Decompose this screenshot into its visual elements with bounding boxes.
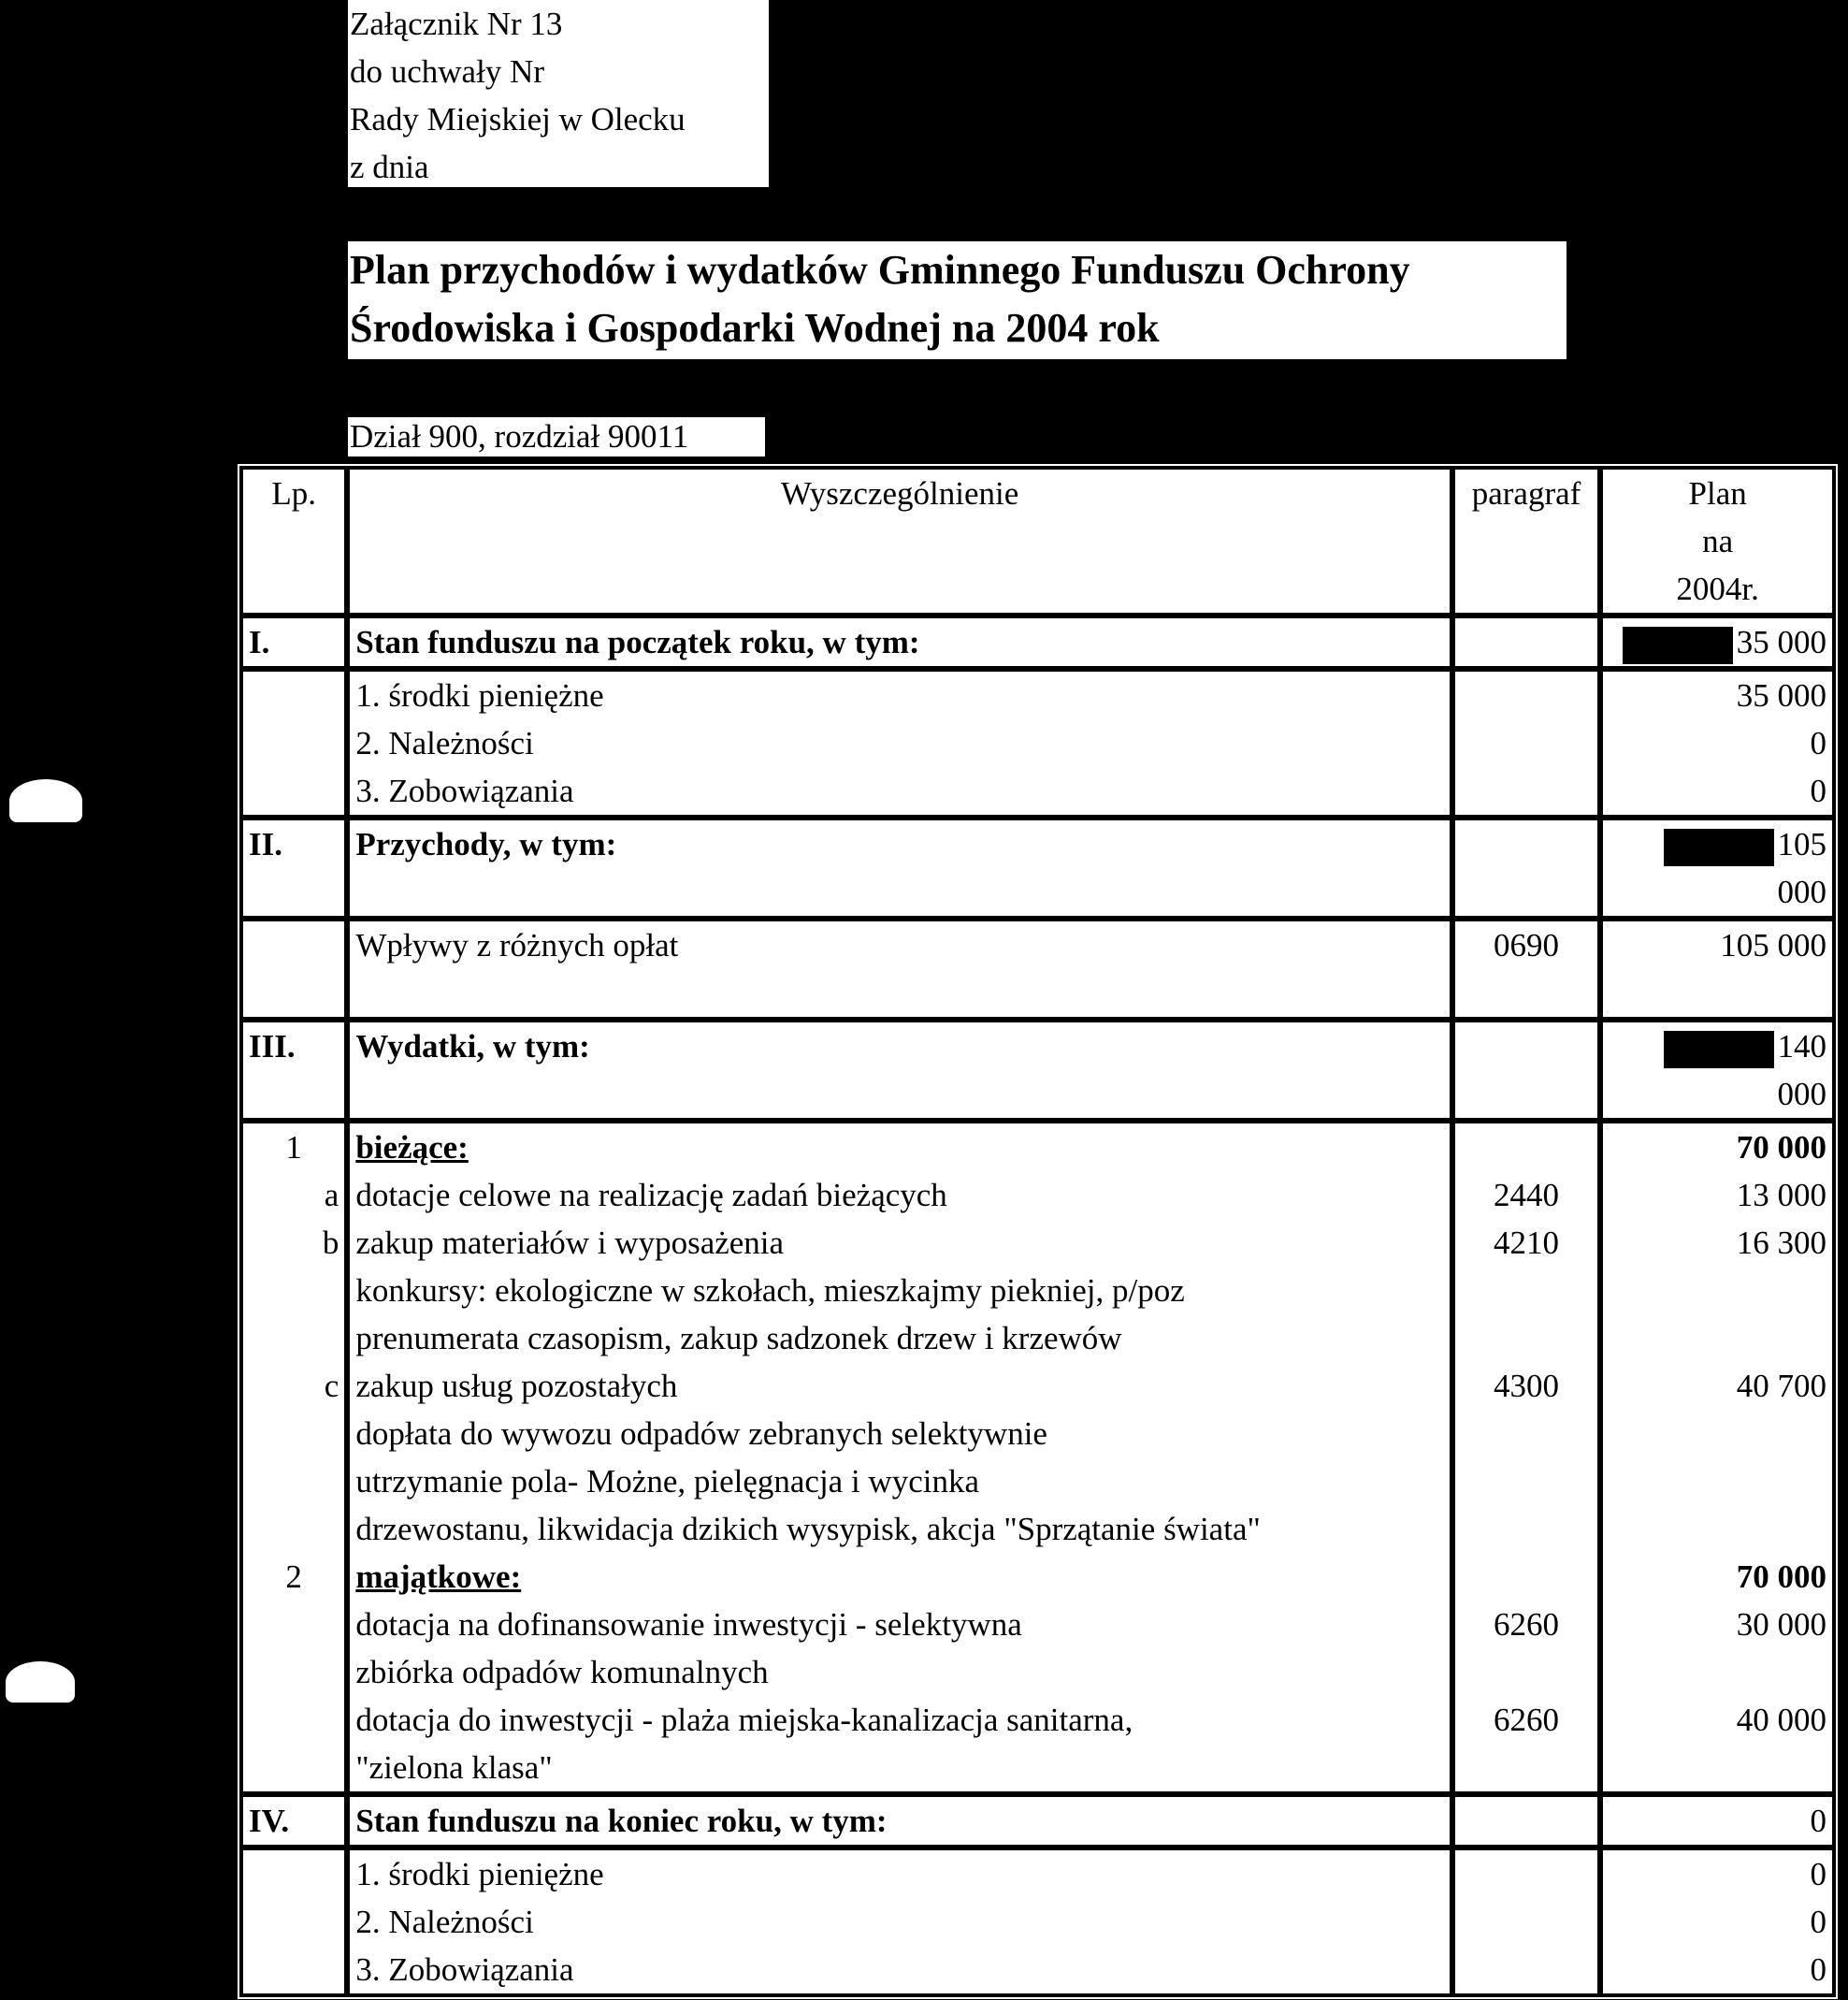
section-row: [240, 1020, 1835, 1121]
item-lp: [249, 1898, 339, 1946]
redaction-mark: [1623, 627, 1733, 664]
item-plan-value: 0: [1810, 1904, 1826, 1940]
item-paragraf: [1461, 1946, 1592, 1993]
item-lp: [249, 1744, 339, 1791]
item-lp: [249, 1410, 339, 1457]
budget-table: [237, 463, 1839, 2000]
document-title: [348, 241, 1566, 359]
header-paragraf: paragraf: [1452, 467, 1600, 616]
item-lp: [249, 921, 339, 969]
item-plan-value: 0: [1810, 725, 1826, 761]
item-description-line: dopłata do wywozu odpadów zebranych selektywnie: [355, 1415, 1047, 1452]
item-lp: [249, 767, 339, 815]
item-paragraf: [1461, 1123, 1592, 1171]
item-plan-value: 70 000: [1736, 1558, 1826, 1595]
punch-hole-mark: [6, 1661, 75, 1703]
item-lp: [249, 1601, 339, 1648]
item-plan-value: [1609, 1457, 1826, 1505]
section-plan-value: 0: [1810, 1803, 1826, 1839]
item-plan-value: 35 000: [1736, 677, 1826, 714]
item-plan-value: [1609, 1267, 1826, 1314]
section-title: Stan funduszu na koniec roku, w tym:: [347, 1794, 1451, 1848]
section-plan-value: 105 000: [1777, 826, 1826, 910]
item-description-line: zakup materiałów i wyposażenia: [355, 1225, 785, 1261]
section-paragraf: [1452, 616, 1600, 669]
section-number: II.: [240, 818, 347, 919]
redaction-mark: [1664, 829, 1774, 866]
item-description-line: [355, 969, 1443, 1017]
item-paragraf: 0690: [1494, 927, 1559, 964]
header-plan-line: Plan: [1688, 475, 1747, 512]
item-description-line: drzewostanu, likwidacja dzikich wysypisk, akcja "Sprzątanie świata": [355, 1511, 1261, 1547]
attachment-note: [348, 0, 769, 187]
item-lp: a: [324, 1177, 339, 1213]
section-number: I.: [240, 616, 347, 669]
item-lp: [249, 672, 339, 719]
section-plan-cell: [1600, 1020, 1835, 1121]
item-plan-value: 13 000: [1736, 1177, 1826, 1213]
item-description-line: 3. Zobowiązania: [355, 1951, 574, 1988]
item-lp: [249, 969, 339, 1017]
items-description-column: [347, 1848, 1451, 1996]
section-items-row: [240, 1848, 1835, 1996]
item-plan-value: [1609, 1314, 1826, 1362]
item-description-line: 1. środki pieniężne: [355, 677, 604, 714]
redaction-mark: [1664, 1031, 1774, 1068]
section-title: Wydatki, w tym:: [347, 1020, 1451, 1121]
items-description-column: [347, 1121, 1451, 1794]
section-paragraf: [1452, 1794, 1600, 1848]
section-plan-cell: [1600, 818, 1835, 919]
item-paragraf: [1461, 1553, 1592, 1601]
item-paragraf: [1461, 1505, 1592, 1553]
items-paragraf-column: [1452, 1121, 1600, 1794]
items-lp-column: [240, 669, 347, 818]
item-plan-value: 30 000: [1736, 1606, 1826, 1643]
item-paragraf: [1461, 1314, 1592, 1362]
item-paragraf: [1461, 1898, 1592, 1946]
item-lp: [249, 1314, 339, 1362]
item-description-line: utrzymanie pola- Możne, pielęgnacja i wycinka: [355, 1463, 980, 1500]
item-lp: [249, 1696, 339, 1744]
section-plan-cell: [1600, 616, 1835, 669]
items-lp-column: [240, 1121, 347, 1794]
item-plan-value: [1609, 1505, 1826, 1553]
item-lp: [249, 1648, 339, 1696]
item-subheading: majątkowe:: [355, 1558, 522, 1595]
item-paragraf: [1461, 1457, 1592, 1505]
item-paragraf: 6260: [1494, 1702, 1559, 1738]
section-number: IV.: [240, 1794, 347, 1848]
section-title: Przychody, w tym:: [347, 818, 1451, 919]
section-row: [240, 1794, 1835, 1848]
attachment-line: Rady Miejskiej w Olecku: [350, 101, 686, 138]
section-number: III.: [240, 1020, 347, 1121]
item-plan-value: 40 000: [1736, 1702, 1826, 1738]
item-description-line: zbiórka odpadów komunalnych: [355, 1654, 769, 1690]
table-header-row: [240, 467, 1835, 616]
items-paragraf-column: [1452, 1848, 1600, 1996]
item-paragraf: [1461, 1267, 1592, 1314]
section-title: Stan funduszu na początek roku, w tym:: [347, 616, 1451, 669]
items-description-column: [347, 919, 1451, 1020]
item-lp: [249, 1850, 339, 1898]
item-paragraf: [1461, 1648, 1592, 1696]
item-paragraf: 4300: [1494, 1368, 1559, 1404]
item-paragraf: [1461, 672, 1592, 719]
header-plan-line: na: [1702, 523, 1734, 559]
section-paragraf: [1452, 1020, 1600, 1121]
item-paragraf: [1461, 1850, 1592, 1898]
item-plan-value: [1609, 1744, 1826, 1791]
items-lp-column: [240, 1848, 347, 1996]
item-description-line: dotacje celowe na realizację zadań bieżących: [355, 1177, 947, 1213]
section-row: [240, 616, 1835, 669]
item-lp: 2: [285, 1558, 302, 1595]
item-description-line: dotacja do inwestycji - plaża miejska-kanalizacja sanitarna,: [355, 1702, 1133, 1738]
item-paragraf: [1461, 767, 1592, 815]
attachment-line: Załącznik Nr 13: [350, 6, 563, 42]
attachment-line: z dnia: [350, 149, 429, 185]
item-description-line: "zielona klasa": [355, 1749, 553, 1786]
items-paragraf-column: [1452, 919, 1600, 1020]
items-paragraf-column: [1452, 669, 1600, 818]
title-line-2: Środowiska i Gospodarki Wodnej na 2004 rok: [350, 305, 1160, 351]
item-paragraf: [1461, 1744, 1592, 1791]
item-lp: [249, 1505, 339, 1553]
section-row: [240, 818, 1835, 919]
section-plan-cell: [1600, 1794, 1835, 1848]
section-items-row: [240, 919, 1835, 1020]
item-description-line: konkursy: ekologiczne w szkołach, mieszkajmy piekniej, p/poz: [355, 1272, 1185, 1309]
item-description-line: dotacja na dofinansowanie inwestycji - selektywna: [355, 1606, 1022, 1643]
item-description-line: 2. Należności: [355, 725, 534, 761]
header-lp: Lp.: [240, 467, 347, 616]
item-description-line: Wpływy z różnych opłat: [355, 927, 679, 964]
item-paragraf: [1461, 719, 1592, 767]
item-description-line: prenumerata czasopism, zakup sadzonek drzew i krzewów: [355, 1320, 1122, 1356]
title-line-1: Plan przychodów i wydatków Gminnego Funduszu Ochrony: [350, 247, 1410, 293]
item-lp: b: [322, 1225, 339, 1261]
items-description-column: [347, 669, 1451, 818]
section-paragraf: [1452, 818, 1600, 919]
items-plan-column: [1600, 669, 1835, 818]
item-plan-value: 105 000: [1720, 927, 1826, 964]
section-plan-value: 35 000: [1736, 624, 1826, 660]
header-description: Wyszczególnienie: [347, 467, 1451, 616]
item-plan-value: 0: [1810, 773, 1826, 809]
section-label: Dział 900, rozdział 90011: [348, 417, 765, 457]
header-plan-line: 2004r.: [1676, 571, 1759, 607]
item-paragraf: [1461, 969, 1592, 1017]
item-lp: 1: [285, 1129, 302, 1166]
budget-table-body: [240, 467, 1835, 1996]
punch-hole-mark: [9, 779, 82, 822]
item-lp: [249, 1457, 339, 1505]
items-plan-column: [1600, 919, 1835, 1020]
item-paragraf: [1461, 1410, 1592, 1457]
item-plan-value: 0: [1810, 1856, 1826, 1892]
header-plan: [1600, 467, 1835, 616]
item-lp: [249, 719, 339, 767]
item-plan-value: [1609, 969, 1826, 1017]
items-plan-column: [1600, 1848, 1835, 1996]
item-description-line: zakup usług pozostałych: [355, 1368, 678, 1404]
item-plan-value: 70 000: [1736, 1129, 1826, 1166]
items-plan-column: [1600, 1121, 1835, 1794]
item-paragraf: 4210: [1494, 1225, 1559, 1261]
item-lp: c: [324, 1368, 339, 1404]
item-description-line: 1. środki pieniężne: [355, 1856, 604, 1892]
item-description-line: 3. Zobowiązania: [355, 773, 574, 809]
item-paragraf: 2440: [1494, 1177, 1559, 1213]
item-plan-value: 16 300: [1736, 1225, 1826, 1261]
item-plan-value: [1609, 1410, 1826, 1457]
item-description-line: 2. Należności: [355, 1904, 534, 1940]
item-plan-value: 0: [1810, 1951, 1826, 1988]
section-items-row: [240, 669, 1835, 818]
section-items-row: [240, 1121, 1835, 1794]
item-lp: [249, 1267, 339, 1314]
item-lp: [249, 1946, 339, 1993]
items-lp-column: [240, 919, 347, 1020]
item-paragraf: 6260: [1494, 1606, 1559, 1643]
item-plan-value: [1609, 1648, 1826, 1696]
item-plan-value: 40 700: [1736, 1368, 1826, 1404]
item-subheading: bieżące:: [355, 1129, 469, 1166]
attachment-line: do uchwały Nr: [350, 53, 545, 90]
section-plan-value: 140 000: [1777, 1028, 1826, 1112]
